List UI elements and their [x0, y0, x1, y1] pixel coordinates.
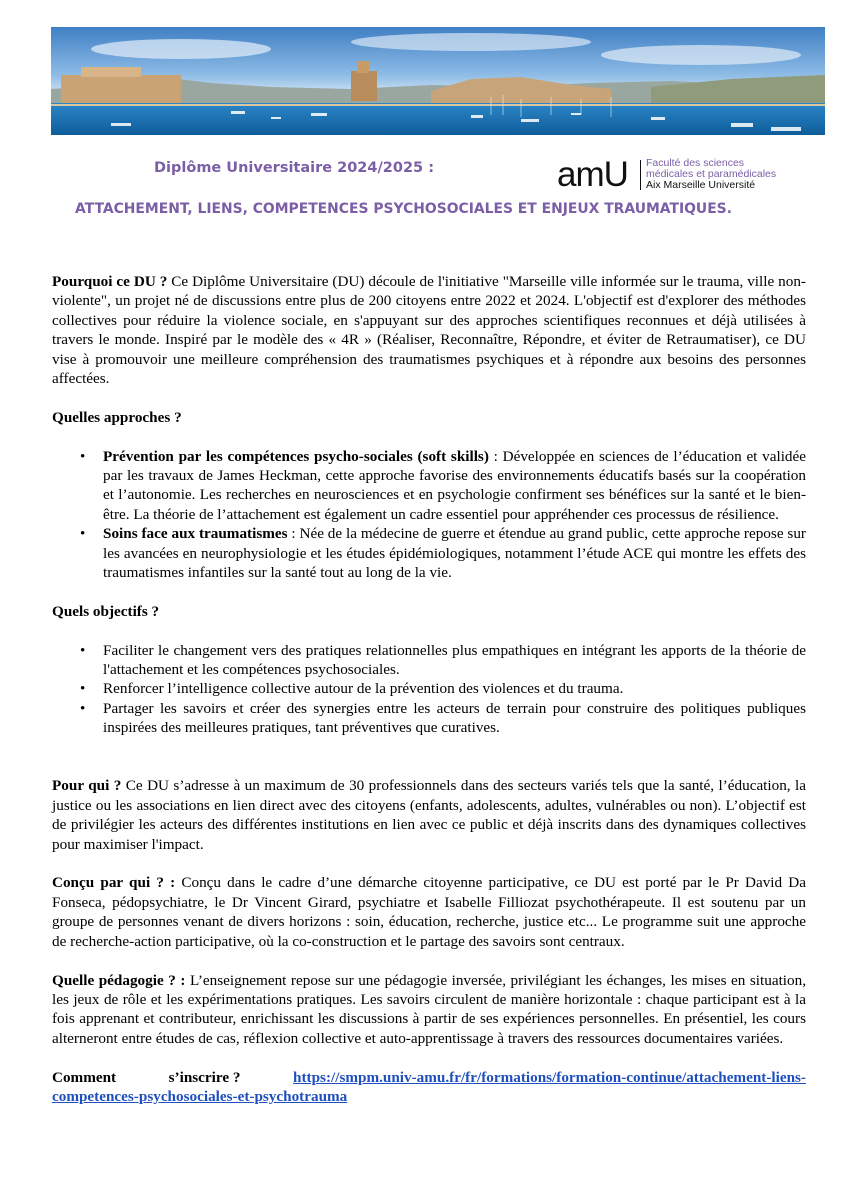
bullet-icon: •	[80, 680, 86, 698]
heading-pourquoi: Pourquoi ce DU ?	[52, 273, 168, 290]
logo-line-universite: Aix Marseille Université	[646, 179, 756, 191]
section-concu: Conçu par qui ? : Conçu dans le cadre d’une démarche citoyenne participative, ce DU est porté par le Pr David Da Fonseca, pédopsychiatre, le Dr Vincent Girard, psychiatre et Isabelle Filliozat psychothérapeute. Il est soutenu par un groupe de personnes venant de divers horizons : soin, éducation, recherche, justice etc... Le programme suit une approche de recherche-action participative, où la co-construction et le partage des savoirs sont centraux.	[52, 874, 806, 950]
objectifs-list	[52, 641, 806, 738]
amu-logo	[557, 157, 787, 193]
list-item: • Faciliter le changement vers des pratiques relationnelles plus empathiques en intégrant les apports de la théorie de l'attachement et les compétences psychosociales.	[80, 641, 806, 679]
heading-pedagogie: Quelle pédagogie ? :	[52, 971, 186, 989]
heading-concu: Conçu par qui ? :	[52, 874, 176, 892]
program-title: ATTACHEMENT, LIENS, COMPETENCES PSYCHOSOCIALES ET ENJEUX TRAUMATIQUES.	[75, 201, 732, 217]
list-item: • Partager les savoirs et créer des synergies entre les acteurs de terrain pour construire des politiques publiques inspirées des meilleures pratiques, tant préventives que curatives.	[80, 699, 806, 737]
heading-pour-qui: Pour qui ?	[52, 777, 122, 795]
section-pourquoi	[52, 272, 806, 388]
registration-link-part1[interactable]: https://smpm.univ-amu.fr/fr/formations/formation-continue/attachement-liens-	[293, 1068, 806, 1086]
inscrire-word-sinscrire: s’inscrire ?	[168, 1068, 241, 1086]
logo-text	[646, 158, 776, 191]
inscrire-word-comment: Comment	[52, 1068, 117, 1086]
diploma-year-title: Diplôme Universitaire 2024/2025 :	[154, 160, 434, 176]
registration-link-part2[interactable]: competences-psychosociales-et-psychotrauma	[52, 1087, 348, 1105]
amu-logo-mark: amU	[557, 155, 628, 194]
bullet-icon: •	[80, 525, 86, 543]
section-pedagogie: Quelle pédagogie ? : L’enseignement repose sur une pédagogie inversée, privilégiant les échanges, les mises en situation, les jeux de rôle et les expérimentations pratiques. Les savoirs circulent de manière horizontale : chaque participant est à la fois apprenant et contributeur, enrichissant les discussions à partir de ses expériences personnelles. En présentiel, les cours alterneront entre études de cas, réflexion collective et auto-apprentissage à travers des ressources documentaires variées.	[52, 971, 806, 1047]
text-pourquoi: Ce Diplôme Universitaire (DU) découle de l'initiative "Marseille ville informée sur le trauma, ville non-violente", un projet né de discussions entre plus de 200 citoyens entre 2022 et 2024. L'objectif est d'explorer des méthodes collectives pour réduire la violence sociale, en s'appuyant sur des approches scientifiques reconnues et déjà utilisées à travers le monde. Inspiré par le modèle des « 4R » (Réaliser, Reconnaître, Répondre, et éviter de Retraumatiser), ce DU vise à promouvoir une meilleure compréhension des traumatismes psychiques et à répondre aux besoins des personnes affectées.	[52, 273, 806, 388]
section-inscrire	[52, 1068, 806, 1107]
logo-line-faculte: Faculté des sciences	[646, 157, 745, 169]
logo-separator	[640, 160, 641, 190]
list-item: • Renforcer l’intelligence collective autour de la prévention des violences et du trauma.	[80, 680, 624, 698]
approches-list	[52, 447, 806, 583]
list-item: • Prévention par les compétences psycho-sociales (soft skills) : Développée en sciences de l’éducation et validée par les travaux de James Heckman, cette approche favorise des environnements éducatifs basés sur la coopération et l’autonomie. Les recherches en neurosciences et en psychologie confirment ses bénéfices sur la santé et le bien-être. La théorie de l’attachement est également un cadre essentiel pour appréhender ces processus de résilience.	[80, 447, 806, 523]
heading-approches: Quelles approches ?	[52, 408, 182, 426]
logo-line-medicales: médicales et paramédicales	[646, 168, 777, 180]
bullet-icon: •	[80, 447, 86, 465]
heading-objectifs: Quels objectifs ?	[52, 602, 160, 620]
bullet-icon: •	[80, 641, 86, 659]
bullet-icon: •	[80, 699, 86, 717]
document-body	[52, 272, 806, 1106]
header-banner-photo	[51, 27, 825, 135]
section-pour-qui: Pour qui ? Ce DU s’adresse à un maximum de 30 professionnels dans des secteurs variés tels que la santé, l’éducation, la justice ou les associations en lien direct avec des citoyens (enfants, adolescents, adultes, vulnérables ou non). L’objectif est de privilégier les acteurs des différentes institutions en lien avec ce public et déjà inscrits dans des dynamiques collectives pour maximiser l'impact.	[52, 777, 806, 853]
list-item: • Soins face aux traumatismes : Née de la médecine de guerre et étendue au grand public, cette approche repose sur les avancées en neurophysiologie et les études épidémiologiques, notamment l’étude ACE qui montre les effets des traumatismes infantiles sur la santé tout au long de la vie.	[80, 525, 806, 582]
